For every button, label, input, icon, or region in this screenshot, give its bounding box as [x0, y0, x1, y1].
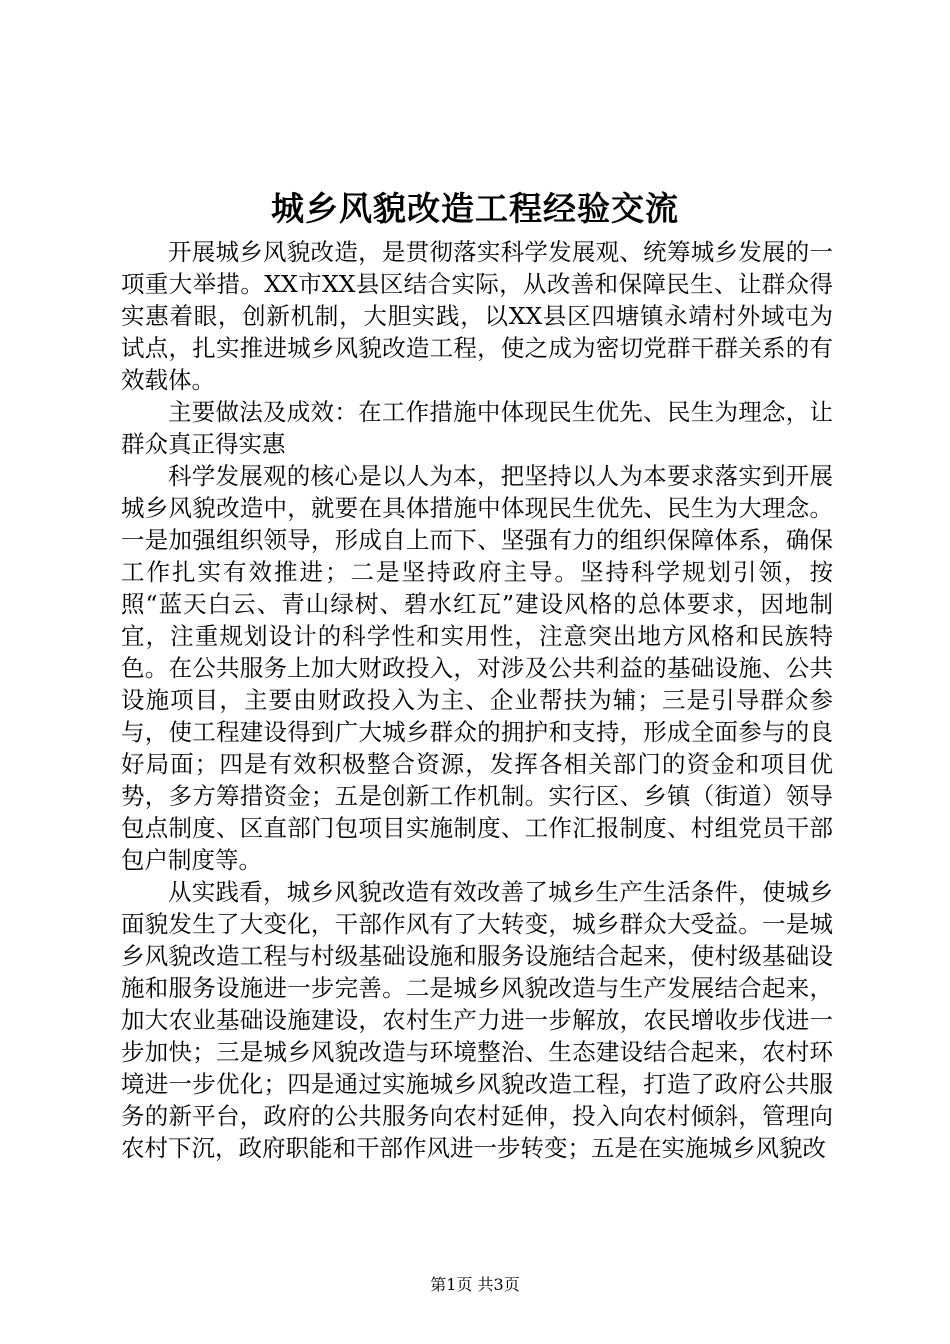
paragraph-heading-main-practice: 主要做法及成效：在工作措施中体现民生优先、民生为理念，让群众真正得实惠 [121, 398, 833, 458]
paragraph-results: 从实践看，城乡风貌改造有效改善了城乡生产生活条件，使城乡面貌发生了大变化，干部作风有了大转变，城乡群众大受益。一是城乡风貌改造工程与村级基础设施和服务设施结合起来，使村级基础设施和服务设施进一步完善。二是城乡风貌改造与生产发展结合起来，加大农业基础设施建设，农村生产力进一步解放，农民增收步伐进一步加快；三是城乡风貌改造与环境整治、生态建设结合起来，农村环境进一步优化；四是通过实施城乡风貌改造工程，打造了政府公共服务的新平台，政府的公共服务向农村延伸，投入向农村倾斜，管理向农村下沉，政府职能和干部作风进一步转变；五是在实施城乡风貌改 [121, 878, 833, 1162]
document-title: 城乡风貌改造工程经验交流 [271, 189, 679, 228]
paragraph-measures: 科学发展观的核心是以人为本，把坚持以人为本要求落实到开展城乡风貌改造中，就要在具体措施中体现民生优先、民生为大理念。一是加强组织领导，形成自上而下、坚强有力的组织保障体系，确保工作扎实有效推进；二是坚持政府主导。坚持科学规划引领，按照“蓝天白云、青山绿树、碧水红瓦”建设风格的总体要求，因地制宜，注重规划设计的科学性和实用性，注意突出地方风格和民族特色。在公共服务上加大财政投入，对涉及公共利益的基础设施、公共设施项目，主要由财政投入为主、企业帮扶为辅；三是引导群众参与，使工程建设得到广大城乡群众的拥护和支持，形成全面参与的良好局面；四是有效积极整合资源，发挥各相关部门的资金和项目优势，多方筹措资金；五是创新工作机制。实行区、乡镇（街道）领导包点制度、区直部门包项目实施制度、工作汇报制度、村组党员干部包户制度等。 [121, 462, 833, 874]
page-number-footer: 第1页 共3页 [430, 1275, 520, 1294]
paragraph-intro: 开展城乡风貌改造，是贯彻落实科学发展观、统筹城乡发展的一项重大举措。XX市XX县区结合实际，从改善和保障民生、让群众得实惠着眼，创新机制，大胆实践，以XX县区四塘镇永靖村外域屯为试点，扎实推进城乡风貌改造工程，使之成为密切党群干群关系的有效载体。 [121, 238, 833, 394]
document-body [121, 236, 833, 1164]
